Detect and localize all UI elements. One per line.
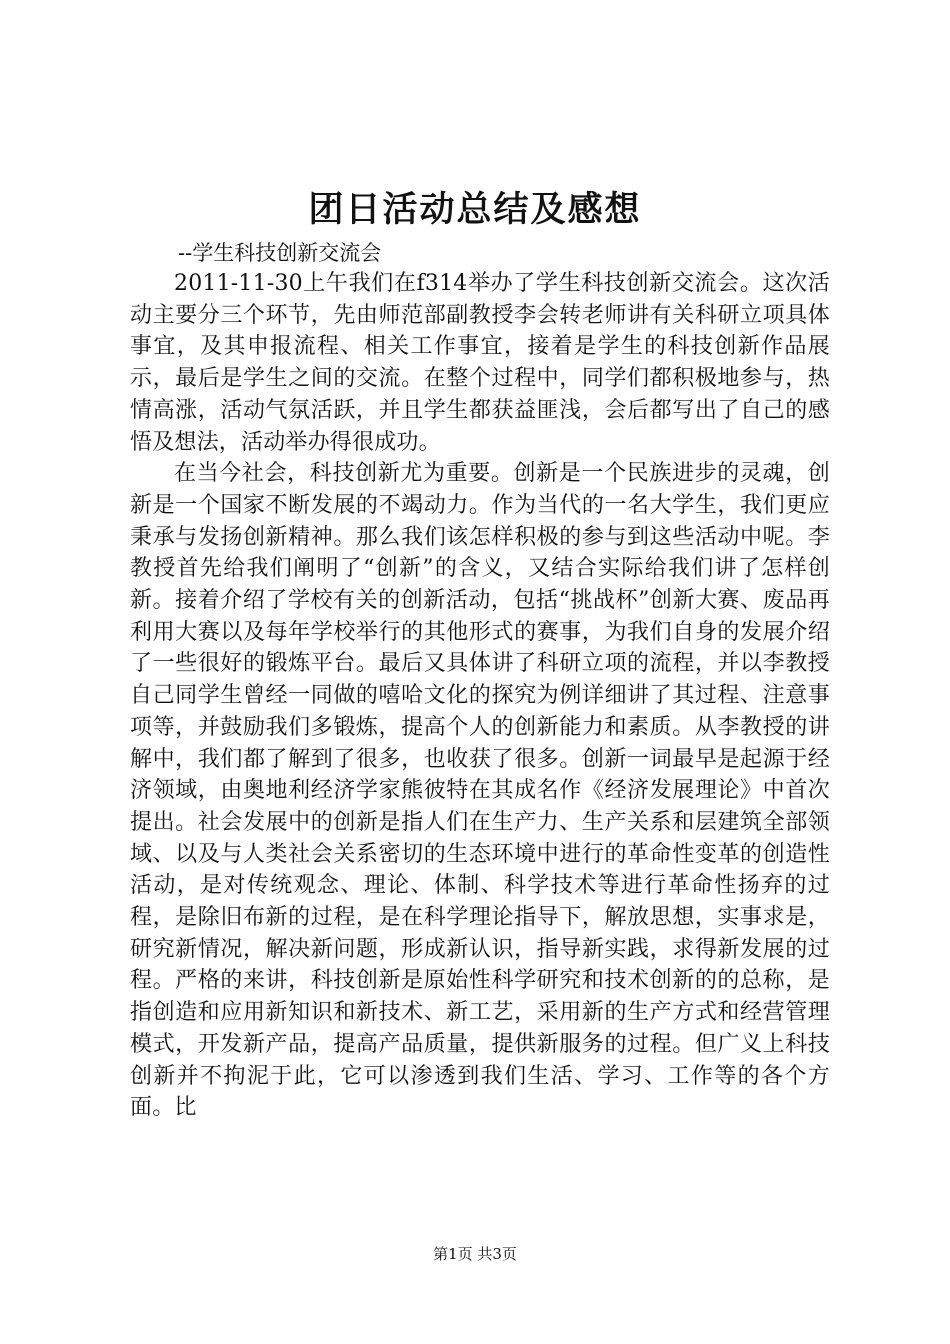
paragraph-2: 在当今社会，科技创新尤为重要。创新是一个民族进步的灵魂，创新是一个国家不断发展的不竭动力。作为当代的一名大学生，我们更应秉承与发扬创新精神。那么我们该怎样积极的参与到这些活动中呢。李教授首先给我们阐明了“创新”的含义，又结合实际给我们讲了怎样创新。接着介绍了学校有关的创新活动，包括“挑战杯”创新大赛、废品再利用大赛以及每年学校举行的其他形式的赛事，为我们自身的发展介绍了一些很好的锻炼平台。最后又具体讲了科研立项的流程，并以李教授自己同学生曾经一同做的嘻哈文化的探究为例详细讲了其过程、注意事项等，并鼓励我们多锻炼，提高个人的创新能力和素质。从李教授的讲解中，我们都了解到了很多，也收获了很多。创新一词最早是起源于经济领域，由奥地利经济学家熊彼特在其成名作《经济发展理论》中首次提出。社会发展中的创新是指人们在生产力、生产关系和层建筑全部领域、以及与人类社会关系密切的生态环境中进行的革命性变革的创造性活动，是对传统观念、理论、体制、科学技术等进行革命性扬弃的过程，是除旧布新的过程，是在科学理论指导下，解放思想，实事求是，研究新情况，解决新问题，形成新认识，指导新实践，求得新发展的过程。严格的来讲，科技创新是原始性科学研究和技术创新的的总称，是指创造和应用新知识和新技术、新工艺，采用新的生产方式和经营管理模式，开发新产品，提高产品质量，提供新服务的过程。但广义上科技创新并不拘泥于此，它可以渗透到我们生活、学习、工作等的各个方面。比 [130, 461, 830, 1121]
document-title: 团日活动总结及感想 [308, 189, 642, 230]
document-body [130, 268, 830, 1124]
paragraph-1: 2011-11-30上午我们在f314举办了学生科技创新交流会。这次活动主要分三个环节，先由师范部副教授李会转老师讲有关科研立项具体事宜，及其申报流程、相关工作事宜，接着是学生的科技创新作品展示，最后是学生之间的交流。在整个过程中，同学们都积极地参与，热情高涨，活动气氛活跃，并且学生都获益匪浅，会后都写出了自己的感悟及想法，活动举办得很成功。 [130, 271, 830, 455]
page-footer: 第1页 共3页 [433, 1245, 517, 1263]
document-subtitle: --学生科技创新交流会 [178, 241, 382, 265]
